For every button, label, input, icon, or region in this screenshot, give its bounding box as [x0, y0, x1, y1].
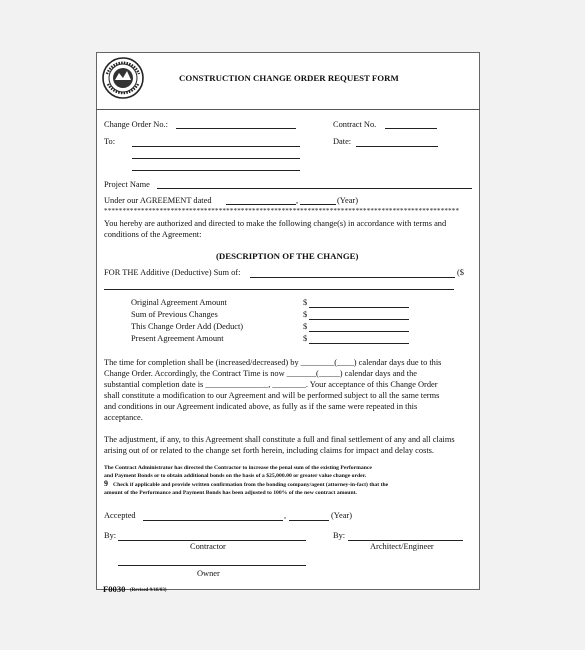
additive-paren: ($	[457, 268, 464, 277]
contract-label: Contract No.	[333, 120, 377, 129]
agreement-label: Under our AGREEMENT dated	[104, 196, 212, 205]
amount-label: Sum of Previous Changes	[131, 310, 218, 319]
by-label-contractor: By:	[104, 531, 117, 540]
time-paragraph-line: acceptance.	[104, 413, 143, 422]
amount-label: Original Agreement Amount	[131, 298, 227, 307]
amount-currency: $	[303, 334, 308, 343]
additive-sum-field[interactable]	[250, 277, 455, 278]
bond-note-line: Check if applicable and provide written confirmation from the bonding company/agent (attorney-in-fact) that the	[113, 482, 389, 488]
accepted-date-field[interactable]	[143, 520, 283, 521]
authorized-text: You hereby are authorized and directed to make the following change(s) in accordance with terms and conditions of the Agreement:	[104, 219, 447, 239]
project-label: Project Name	[104, 180, 150, 189]
form-number: F0030	[103, 584, 126, 594]
time-paragraph-line: and conditions in our Agreement indicated above, as fully as if the same were repeated in this	[104, 402, 418, 411]
form-frame	[96, 52, 480, 590]
agreement-year-label: (Year)	[337, 196, 359, 205]
time-paragraph-line: shall constitute a modification to our Agreement and will be performed subject to all the same terms	[104, 391, 440, 400]
date-field[interactable]	[356, 146, 438, 147]
amount-field[interactable]	[309, 343, 409, 344]
additive-sum-field-2[interactable]	[104, 289, 454, 290]
time-paragraph-line: The time for completion shall be (increased/decreased) by ________(____) calendar days due to this	[104, 358, 442, 367]
bond-note-line: The Contract Administrator has directed the Contractor to increase the penal sum of the existing Performance	[104, 465, 372, 471]
official-seal-icon	[101, 56, 145, 100]
accepted-year-label: (Year)	[331, 511, 353, 520]
amount-label: Present Agreement Amount	[131, 334, 224, 343]
owner-signature-field[interactable]	[118, 565, 306, 566]
contract-field[interactable]	[385, 128, 437, 129]
amount-label: This Change Order Add (Deduct)	[131, 322, 244, 331]
project-field[interactable]	[157, 188, 472, 189]
time-paragraph-line: Change Order. Accordingly, the Contract Time is now _______(_____) calendar days and the	[104, 369, 417, 378]
revision-date: (Revised 9/18/03)	[130, 588, 167, 593]
amount-currency: $	[303, 310, 308, 319]
star-divider: ************************************************************************************************	[104, 207, 460, 215]
agreement-comma: ,	[296, 196, 299, 205]
amount-currency: $	[303, 298, 308, 307]
agreement-date-field[interactable]	[226, 204, 296, 205]
accepted-comma: ,	[284, 511, 287, 520]
description-heading: (DESCRIPTION OF THE CHANGE)	[216, 251, 359, 261]
to-field-2[interactable]	[132, 158, 300, 159]
bond-note-line: and Payment Bonds or to obtain additional bonds on the basis of a $25,000.00 or greater value change order.	[104, 473, 367, 479]
amount-field[interactable]	[309, 319, 409, 320]
amount-field[interactable]	[309, 307, 409, 308]
agreement-year-field[interactable]	[300, 204, 336, 205]
change-order-field[interactable]	[176, 128, 296, 129]
to-field-1[interactable]	[132, 146, 300, 147]
additive-label: FOR THE Additive (Deductive) Sum of:	[104, 268, 241, 277]
bond-note-line: amount of the Performance and Payment Bonds has been adjusted to 100% of the new contract amount.	[104, 490, 357, 496]
form-title: CONSTRUCTION CHANGE ORDER REQUEST FORM	[179, 73, 399, 83]
adjustment-paragraph-line: arising out of or related to the change set forth herein, including claims for impact and delay costs.	[104, 446, 435, 455]
amount-field[interactable]	[309, 331, 409, 332]
to-field-3[interactable]	[132, 170, 300, 171]
accepted-year-field[interactable]	[289, 520, 329, 521]
change-order-label: Change Order No.:	[104, 120, 168, 129]
owner-label: Owner	[197, 569, 220, 578]
to-label: To:	[104, 137, 116, 146]
contractor-signature-field[interactable]	[118, 540, 306, 541]
amount-currency: $	[303, 322, 308, 331]
bond-checkbox[interactable]: 9	[104, 479, 108, 488]
by-label-architect: By:	[333, 531, 346, 540]
accepted-label: Accepted	[104, 511, 136, 520]
date-label: Date:	[333, 137, 352, 146]
adjustment-paragraph-line: The adjustment, if any, to this Agreement shall constitute a full and final settlement of any and all claims	[104, 435, 455, 444]
contractor-label: Contractor	[190, 542, 226, 551]
architect-signature-field[interactable]	[348, 540, 463, 541]
architect-label: Architect/Engineer	[370, 542, 434, 551]
time-paragraph-line: substantial completion date is _______________, ________. Your acceptance of this Change Order	[104, 380, 438, 389]
